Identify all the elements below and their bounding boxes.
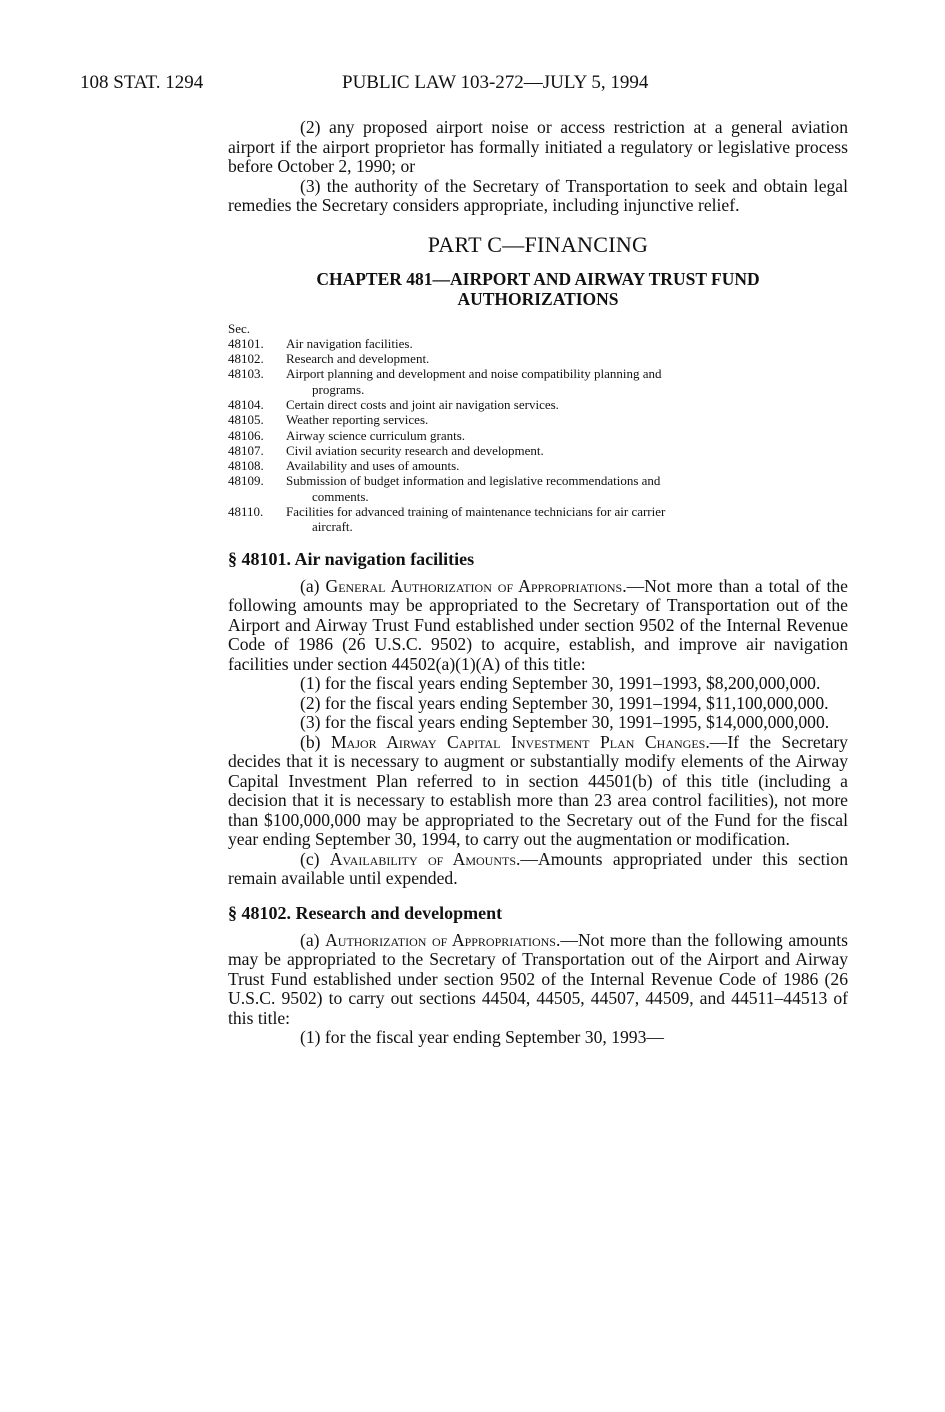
subsection-a-caption: General Authorization of Appropriations. [325, 575, 627, 596]
toc-section-number: 48104. [228, 396, 264, 412]
toc-item [228, 397, 848, 412]
running-title: PUBLIC LAW 103-272—JULY 5, 1994 [342, 72, 649, 93]
toc-section-title [286, 412, 848, 427]
toc-item [228, 504, 848, 535]
toc-section-number: 48108. [228, 458, 264, 474]
toc-heading: Sec. [228, 320, 251, 336]
subsection-b-caption: Major Airway Capital Investment Plan Changes. [331, 731, 710, 752]
toc-title-line2: comments. [312, 488, 369, 504]
section-48101-heading: § 48101. Air navigation facilities [228, 548, 475, 569]
toc-item [228, 336, 848, 351]
toc-item [228, 458, 848, 473]
subsection-b-text: —If the Secretary decides that it is necessary to augment or substantially modify elements of the Airway Capital Investment Plan referred to in section 44501(b) of this title (including a decision that it is necessary to establish more than 23 area control facilities), not more than $100,000,000 may be appropriated to the Secretary out of the Fund for the fiscal year ending September 30, 1994, to carry out the augmentation or modification. [228, 731, 848, 850]
toc-section-title [286, 336, 848, 351]
toc-title-line1: Submission of budget information and legislative recommendations and [286, 473, 661, 489]
toc-title-line1: Availability and uses of amounts. [286, 458, 460, 474]
section-48102-paragraph-1: (1) for the fiscal year ending September 30, 1993— [300, 1027, 664, 1048]
subsection-b-label: (b) [300, 731, 332, 752]
toc-title-line1: Facilities for advanced training of maintenance technicians for air carrier [286, 504, 666, 520]
toc-title-line2: aircraft. [312, 519, 353, 535]
toc-item [228, 412, 848, 427]
toc-item [228, 473, 848, 504]
intro-paragraph-3: (3) the authority of the Secretary of Transportation to seek and obtain legal remedies the Secretary considers appropriate, including injunctive relief. [228, 175, 848, 215]
toc-title-line1: Air navigation facilities. [286, 335, 413, 351]
subsection-a-text: —Not more than a total of the following amounts may be appropriated to the Secretary of Transportation out of the Airport and Airway Trust Fund established under section 9502 of the Internal Revenue Code of 1986 (26 U.S.C. 9502) to acquire, establish, and improve air navigation facilities under section 44502(a)(1)(A) of this title: [228, 575, 848, 674]
toc-section-title [286, 443, 848, 458]
toc-section-number: 48107. [228, 442, 264, 458]
toc-item [228, 443, 848, 458]
toc-title-line2: programs. [312, 381, 365, 397]
subsection-a-caption: Authorization of Appropriations. [325, 929, 561, 950]
toc-list [228, 336, 848, 535]
toc-title-line1: Airport planning and development and noise compatibility planning and [286, 366, 662, 382]
toc-section-title [286, 397, 848, 412]
toc-section-title [286, 366, 848, 397]
subsection-a-label: (a) [300, 929, 326, 950]
intro-paragraph-2: (2) any proposed airport noise or access restriction at a general aviation airport if the airport proprietor has formally initiated a regulatory or legislative process before October 2, 1990; or [228, 117, 848, 176]
subsection-c-text: —Amounts appropriated under this section remain available until expended. [228, 848, 848, 889]
toc-title-line1: Airway science curriculum grants. [286, 427, 466, 443]
toc-section-title [286, 428, 848, 443]
toc-section-number: 48102. [228, 351, 264, 367]
toc-title-line1: Research and development. [286, 351, 430, 367]
page-header [80, 72, 880, 100]
subsection-c-caption: Availability of Amounts. [329, 848, 521, 869]
subsection-c-label: (c) [300, 848, 330, 869]
toc-section-number: 48103. [228, 366, 264, 382]
toc-section-title [286, 473, 848, 504]
section-48101-paragraph-2: (2) for the fiscal years ending September 30, 1991–1994, $11,100,000,000. [300, 692, 829, 713]
toc-title-line1: Weather reporting services. [286, 412, 429, 428]
stat-page-number: 108 STAT. 1294 [80, 72, 204, 93]
toc-section-number: 48105. [228, 412, 264, 428]
chapter-title [228, 269, 848, 309]
page-content [228, 118, 848, 1048]
section-48101-subsection-a [228, 577, 848, 675]
toc-section-number: 48106. [228, 427, 264, 443]
toc-section-number: 48101. [228, 335, 264, 351]
toc-section-number: 48110. [228, 504, 264, 520]
subsection-a-label: (a) [300, 575, 326, 596]
toc-section-number: 48109. [228, 473, 264, 489]
part-title: PART C—FINANCING [427, 231, 649, 257]
toc-title-line1: Civil aviation security research and development. [286, 442, 544, 458]
toc-item [228, 351, 848, 366]
toc-item [228, 428, 848, 443]
section-48101-paragraph-1: (1) for the fiscal years ending September 30, 1991–1993, $8,200,000,000. [300, 673, 821, 694]
toc-section-title [286, 504, 848, 535]
section-48102-subsection-a [228, 931, 848, 1029]
section-table-of-contents [228, 321, 848, 535]
section-48102-heading: § 48102. Research and development [228, 902, 503, 923]
section-48101-subsection-b [228, 733, 848, 850]
toc-title-line1: Certain direct costs and joint air navigation services. [286, 396, 559, 412]
subsection-a-text: —Not more than the following amounts may be appropriated to the Secretary of Transportation out of the Airport and Airway Trust Fund established under section 9502 of the Internal Revenue Code of 1986 (26 U.S.C. 9502) to carry out sections 44504, 44505, 44507, 44509, and 44511–44513 of this title: [228, 929, 848, 1028]
chapter-title-line2: AUTHORIZATIONS [457, 288, 619, 309]
section-48101-subsection-c [228, 850, 848, 889]
toc-section-title [286, 351, 848, 366]
chapter-title-line1: CHAPTER 481—AIRPORT AND AIRWAY TRUST FUND [316, 268, 760, 289]
toc-section-title [286, 458, 848, 473]
toc-item [228, 366, 848, 397]
section-48101-paragraph-3: (3) for the fiscal years ending September 30, 1991–1995, $14,000,000,000. [300, 712, 830, 733]
